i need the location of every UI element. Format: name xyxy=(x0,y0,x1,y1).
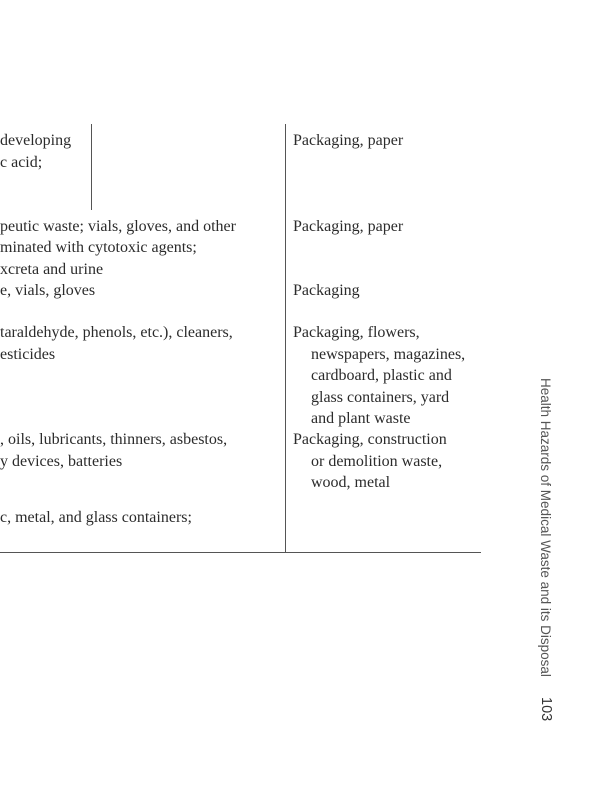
table-cell-text: Packaging xyxy=(293,282,360,299)
table-cell-text: , oils, lubricants, thinners, asbestos, xyxy=(0,431,228,448)
table-cell-text: y devices, batteries xyxy=(0,453,123,470)
table-cell-text: or demolition waste, xyxy=(311,453,443,470)
table-bottom-rule xyxy=(0,552,481,553)
table-cell-text: Packaging, paper xyxy=(293,218,404,235)
table-cell-text: e, vials, gloves xyxy=(0,282,96,299)
table-cell-text: taraldehyde, phenols, etc.), cleaners, xyxy=(0,324,233,341)
table-cell-text: glass containers, yard xyxy=(311,389,450,406)
table-cell-text: cardboard, plastic and xyxy=(311,367,452,384)
page-number: 103 xyxy=(538,697,554,722)
table-cell-text: and plant waste xyxy=(311,410,411,427)
table-cell-text: developing xyxy=(0,132,72,149)
table-cell-text: xcreta and urine xyxy=(0,261,104,278)
table-cell-text: Packaging, paper xyxy=(293,132,404,149)
table-cell-text: newspapers, magazines, xyxy=(311,346,466,363)
table-cell-text: wood, metal xyxy=(311,474,391,491)
table-column-divider xyxy=(91,124,92,210)
table-cell-text: Packaging, construction xyxy=(293,431,447,448)
table-cell-text: minated with cytotoxic agents; xyxy=(0,239,197,256)
table-cell-text: Packaging, flowers, xyxy=(293,324,420,341)
running-head: Health Hazards of Medical Waste and its Disposal xyxy=(538,378,553,677)
table-cell-text: peutic waste; vials, gloves, and other xyxy=(0,218,236,235)
table-cell-text: esticides xyxy=(0,346,56,363)
running-head-margin xyxy=(536,378,554,722)
table-column-divider xyxy=(285,124,286,553)
table-cell-text: c acid; xyxy=(0,154,43,171)
table-cell-text: c, metal, and glass containers; xyxy=(0,509,192,526)
